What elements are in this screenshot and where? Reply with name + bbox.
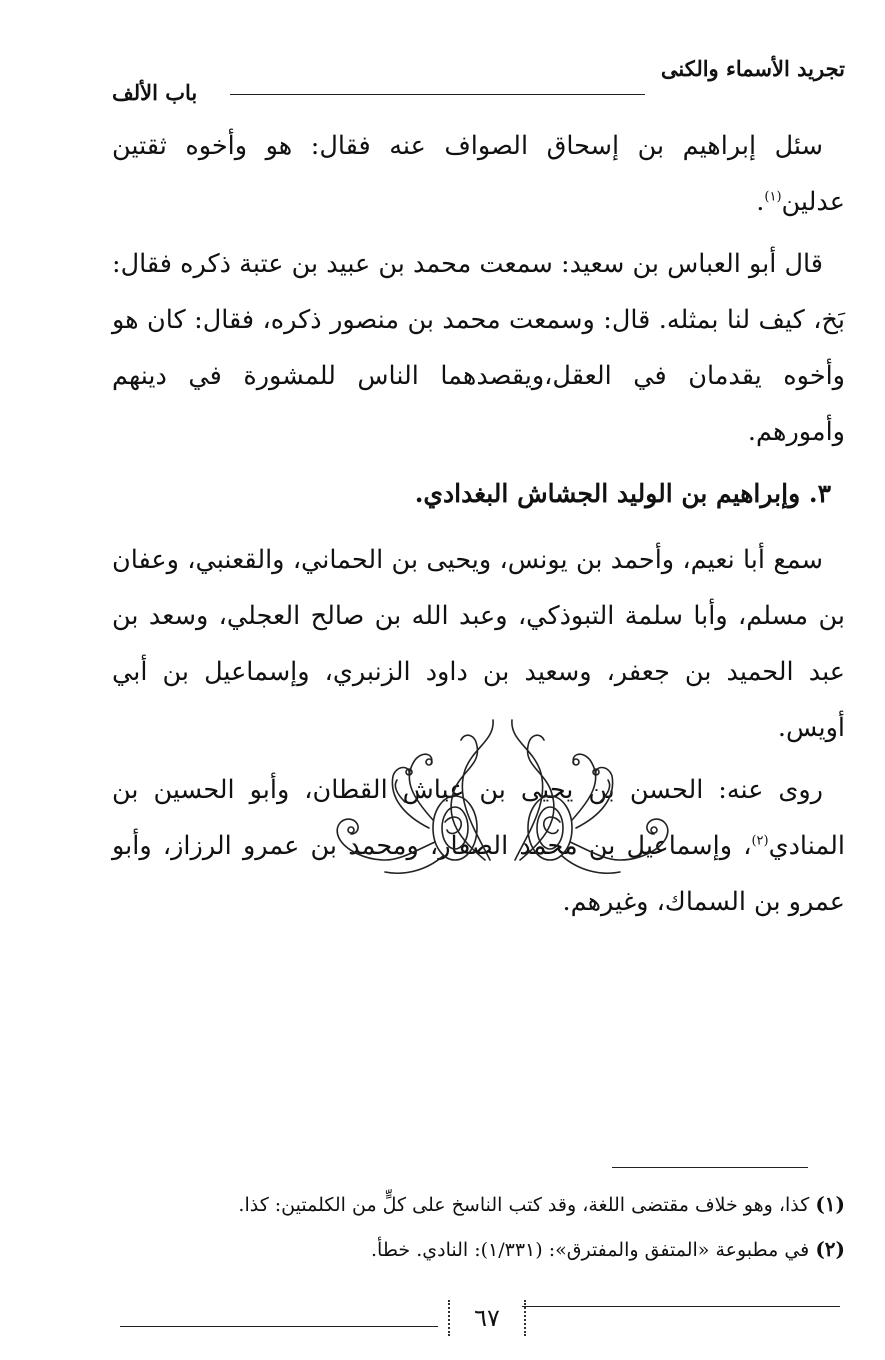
footnote-rule [612, 1167, 808, 1168]
book-title: تجريد الأسماء والكنى [660, 56, 845, 81]
footnote-number: (١) [815, 1192, 845, 1216]
footer-rule-left [120, 1326, 438, 1327]
paragraph-heard: سمع أبا نعيم، وأحمد بن يونس، ويحيى بن الحماني، والقعنبي، وعفان بن مسلم، وأبا سلمة التبوذكي، وعبد الله بن صالح العجلي، وسعد بن عبد الحميد بن جعفر، وسعيد بن داود الزنبري، وإسماعيل بن أبي أويس. [112, 545, 845, 743]
chapter-title: باب الألف [112, 80, 198, 105]
footnote-number: (٢) [815, 1237, 845, 1261]
entry-heading: ٣. وإبراهيم بن الوليد الجشاش البغدادي. [414, 479, 831, 508]
footnote-2 [112, 1227, 845, 1272]
footnote-text: في مطبوعة «المتفق والمفترق»: (١/٣٣١): النادي. خطأ. [371, 1239, 810, 1261]
floral-flourish-icon [305, 710, 700, 880]
sentence-end: . [756, 187, 765, 217]
footnote-ref-2: (٢) [751, 833, 769, 849]
footnotes [112, 1182, 845, 1272]
paragraph-sawwaf [112, 118, 845, 230]
running-header [112, 56, 845, 108]
footer-rule-right [522, 1306, 840, 1307]
footnote-1 [112, 1182, 845, 1227]
footnote-text: كذا، وهو خلاف مقتضى اللغة، وقد كتب الناسخ على كلٍّ من الكلمتين: كذا. [238, 1194, 810, 1216]
footnote-ref-1: (١) [764, 189, 782, 205]
paragraph-text: سئل إبراهيم بن إسحاق الصواف عنه فقال: هو وأخوه ثقتين عدلين [112, 131, 845, 217]
paragraph-abbas: قال أبو العباس بن سعيد: سمعت محمد بن عبيد بن عتبة ذكره فقال: بَخ، كيف لنا بمثله. قال: وسمعت محمد بن منصور ذكره، فقال: كان هو وأخوه يقدمان في العقل،ويقصدهما الناس للمشورة في دينهم وأمورهم. [112, 249, 845, 447]
header-rule [230, 94, 645, 95]
page-number: ٦٧ [448, 1300, 526, 1336]
narrated-text-1: روى عنه: الحسن بن يحيى بن عياش القطان، وأبو الحسين بن المنادي [112, 775, 845, 861]
narrated-text-2: ، وإسماعيل بن محمد الصفار، ومحمد بن عمرو الرزاز، وأبو عمرو بن السماك، وغيرهم. [112, 831, 845, 917]
page-footer [120, 1298, 840, 1344]
